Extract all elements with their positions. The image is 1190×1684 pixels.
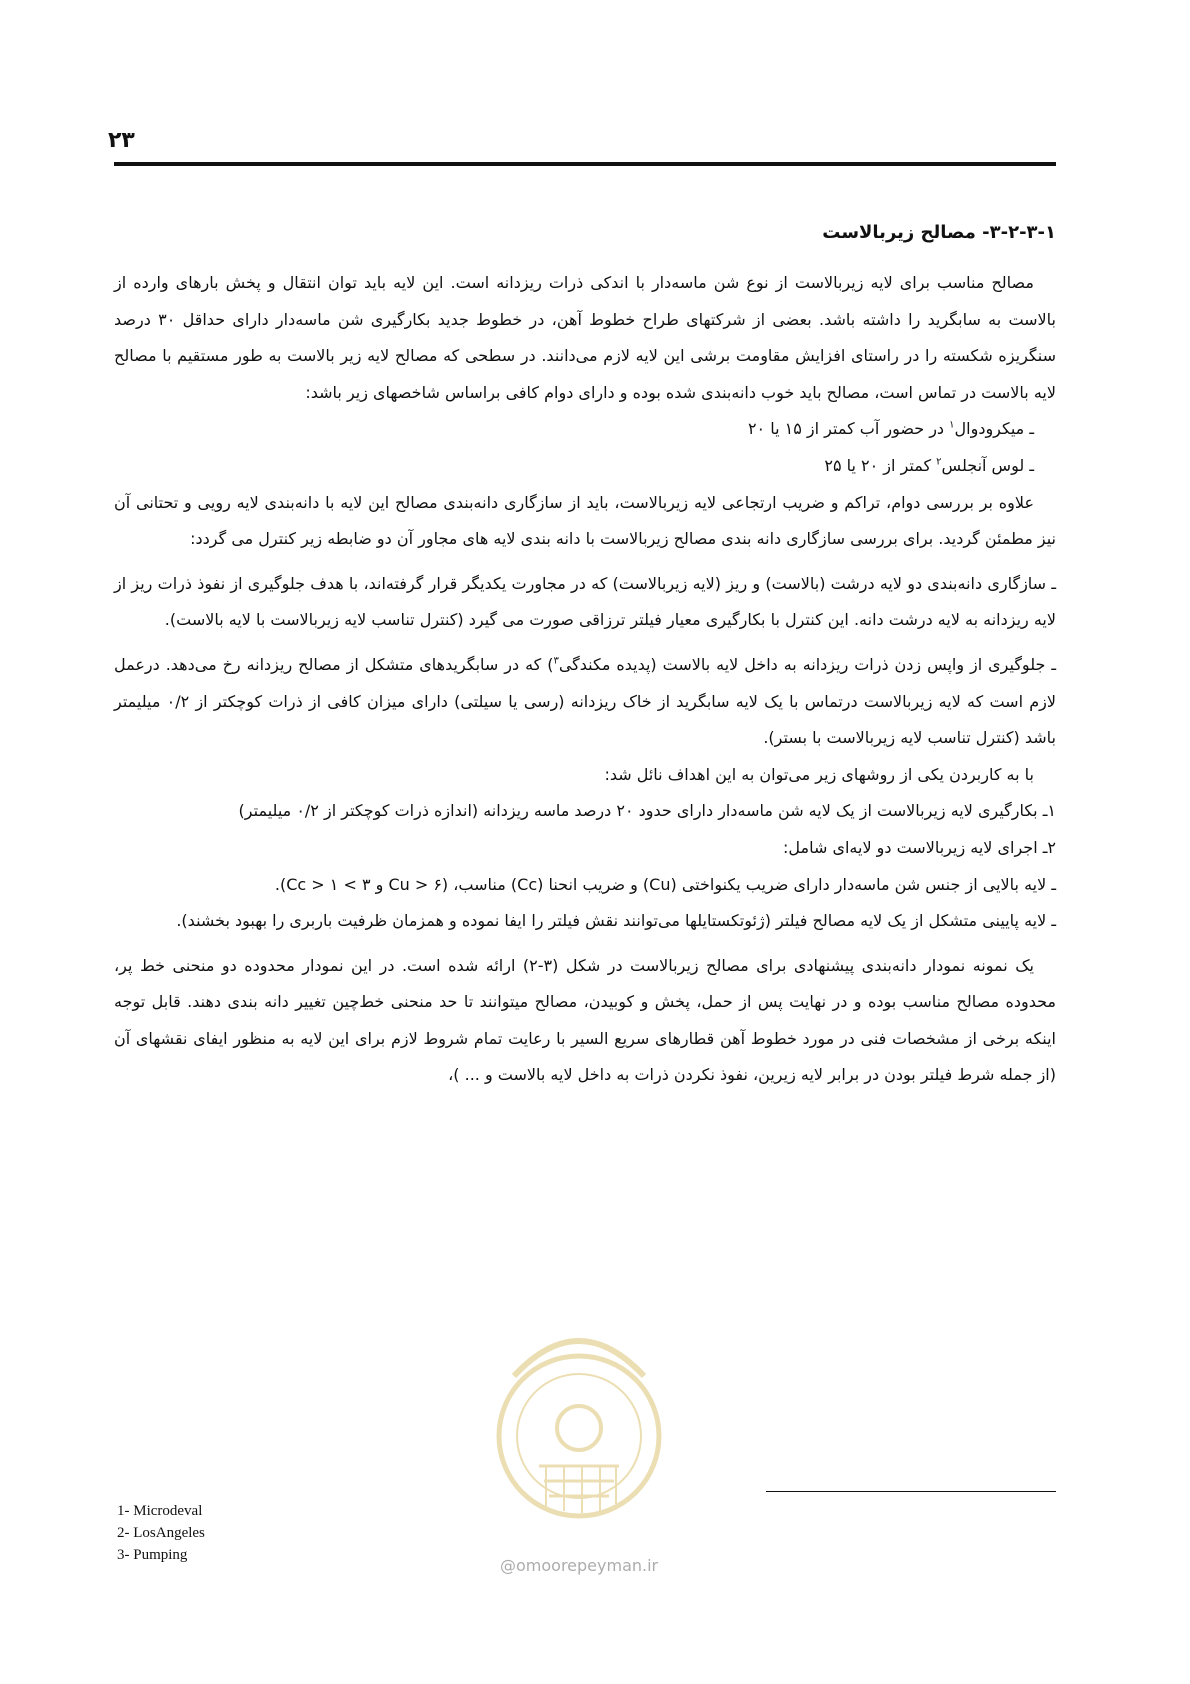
header-rule: [114, 162, 1056, 166]
bullet-los-angeles: [114, 448, 1056, 485]
footnotes: [117, 1500, 205, 1566]
paragraph-gradation-chart: یک نمونه نمودار دانه‌بندی پیشنهادی برای مصالح زیربالاست در شکل (۳-۲) ارائه شده است. در این نمودار محدوده دو منحنی خط پر، محدوده مصالح مناسب بوده و در نهایت پس از حمل، پخش و کوبیدن، مصالح میتوانند تا حد منحنی خط‌چین تغییر دانه بندی دهند. قابل توجه اینکه برخی از مشخصات فنی در مورد خطوط آهن قطارهای سریع السیر با رعایت تمام شروط لازم برای این لایه به منظور ایفای نقشهای آن (از جمله شرط فیلتر بودن در برابر لایه زیرین، نفوذ نکردن ذرات به داخل لایه بالاست و ... )،: [114, 955, 1056, 1085]
paragraph-methods-intro: با به کاربردن یکی از روشهای زیر می‌توان به این اهداف نائل شد:: [604, 764, 1034, 784]
method-two: ۲ـ اجرای لایه زیربالاست دو لایه‌ای شامل:: [783, 837, 1056, 857]
footnote-rule: [766, 1491, 1056, 1492]
method-one: ۱ـ بکارگیری لایه زیربالاست از یک لایه شن ماسه‌دار دارای حدود ۲۰ درصد ماسه ریزدانه (اندازه ذرات کوچکتر از ۰/۲ میلیمتر): [238, 801, 1056, 821]
footnote-ref-1: ۱: [949, 420, 955, 432]
paragraph-filter-criterion: ـ سازگاری دانه‌بندی دو لایه درشت (بالاست) و ریز (لایه زیربالاست) که در مجاورت یکدیگر قرار گرفته‌اند، با هدف جلوگیری از نفوذ ذرات ریز از لایه ریزدانه به لایه درشت دانه. این کنترل با بکارگیری معیار فیلتر ترزاقی صورت می گیرد (کنترل تناسب لایه زیربالاست با لایه بالاست).: [114, 573, 1056, 630]
method-two-upper-layer: ـ لایه بالایی از جنس شن ماسه‌دار دارای ضریب یکنواختی (Cu) و ضریب انحنا (Cc) مناسب، (Cu > ۶ و ۳ > Cc > ۱).: [274, 874, 1056, 894]
footnote-2: 2- LosAngeles: [117, 1525, 205, 1541]
paragraph-compatibility: علاوه بر بررسی دوام، تراکم و ضریب ارتجاعی لایه زیربالاست، باید از سازگاری دانه‌بندی مصالح این لایه با دانه‌بندی لایه رویی و تحتانی آن نیز مطمئن گردید. برای بررسی سازگاری دانه بندی مصالح زیربالاست با دانه بندی لایه های مجاور آن دو ضابطه زیر کنترل می گردد:: [114, 492, 1056, 549]
paragraph-pumping: [114, 647, 1056, 757]
page-body: [114, 212, 1056, 1094]
publisher-watermark-logo: [484, 1316, 674, 1556]
bullet-microdeval-rest: در حضور آب کمتر از ۱۵ یا ۲۰: [747, 419, 950, 439]
watermark-site: @omoorepeyman.ir: [500, 1556, 659, 1575]
footnote-1: 1- Microdeval: [117, 1503, 203, 1519]
section-title: ۳-۲-۳-۱- مصالح زیربالاست: [822, 222, 1056, 243]
paragraph-pumping-end: ) که در سابگریدهای متشکل از مصالح ریزدانه رخ می‌دهد. درعمل لازم است که لایه زیربالاست درتماس با یک لایه سابگرید از خاک ریزدانه (رسی یا سیلتی) دارای میزان کافی از ذرات کوچکتر از ۰/۲ میلیمتر باشد (کنترل تناسب لایه زیربالاست با بستر).: [114, 654, 1057, 748]
page-number: ۲۳: [108, 128, 135, 153]
bullet-los-angeles-text: ـ لوس آنجلس: [941, 455, 1034, 475]
footnote-3: 3- Pumping: [117, 1547, 188, 1563]
bullet-microdeval-text: ـ میکرودوال: [954, 419, 1034, 439]
bullet-microdeval: [114, 411, 1056, 448]
bullet-los-angeles-rest: کمتر از ۲۰ یا ۲۵: [824, 455, 937, 475]
footnote-ref-3: ۳: [553, 655, 559, 667]
paragraph-pumping-start: ـ جلوگیری از واپس زدن ذرات ریزدانه به داخل لایه بالاست (پدیده مکندگی: [558, 654, 1057, 674]
method-two-lower-layer: ـ لایه پایینی متشکل از یک لایه مصالح فیلتر (ژئوتکستایلها می‌توانند نقش فیلتر را ایفا نموده و همزمان ظرفیت باربری را بهبود بخشند).: [176, 911, 1056, 931]
paragraph-subballast-materials: مصالح مناسب برای لایه زیربالاست از نوع شن ماسه‌دار با اندکی ذرات ریزدانه است. این لایه باید توان انتقال و پخش بارهای وارده از بالاست به سابگرید را داشته باشد. بعضی از شرکتهای طراح خطوط آهن، در خطوط جدید بکارگیری شن ماسه‌دار دارای حداقل ۳۰ درصد سنگریزه شکسته را در راستای افزایش مقاومت برشی این لایه لازم می‌دانند. در سطحی که مصالح لایه زیر بالاست به طور مستقیم با مصالح لایه بالاست در تماس است، مصالح باید خوب دانه‌بندی شده بوده و دارای دوام کافی براساس شاخصهای زیر باشد:: [114, 273, 1057, 402]
footnote-ref-2: ۲: [936, 456, 942, 468]
